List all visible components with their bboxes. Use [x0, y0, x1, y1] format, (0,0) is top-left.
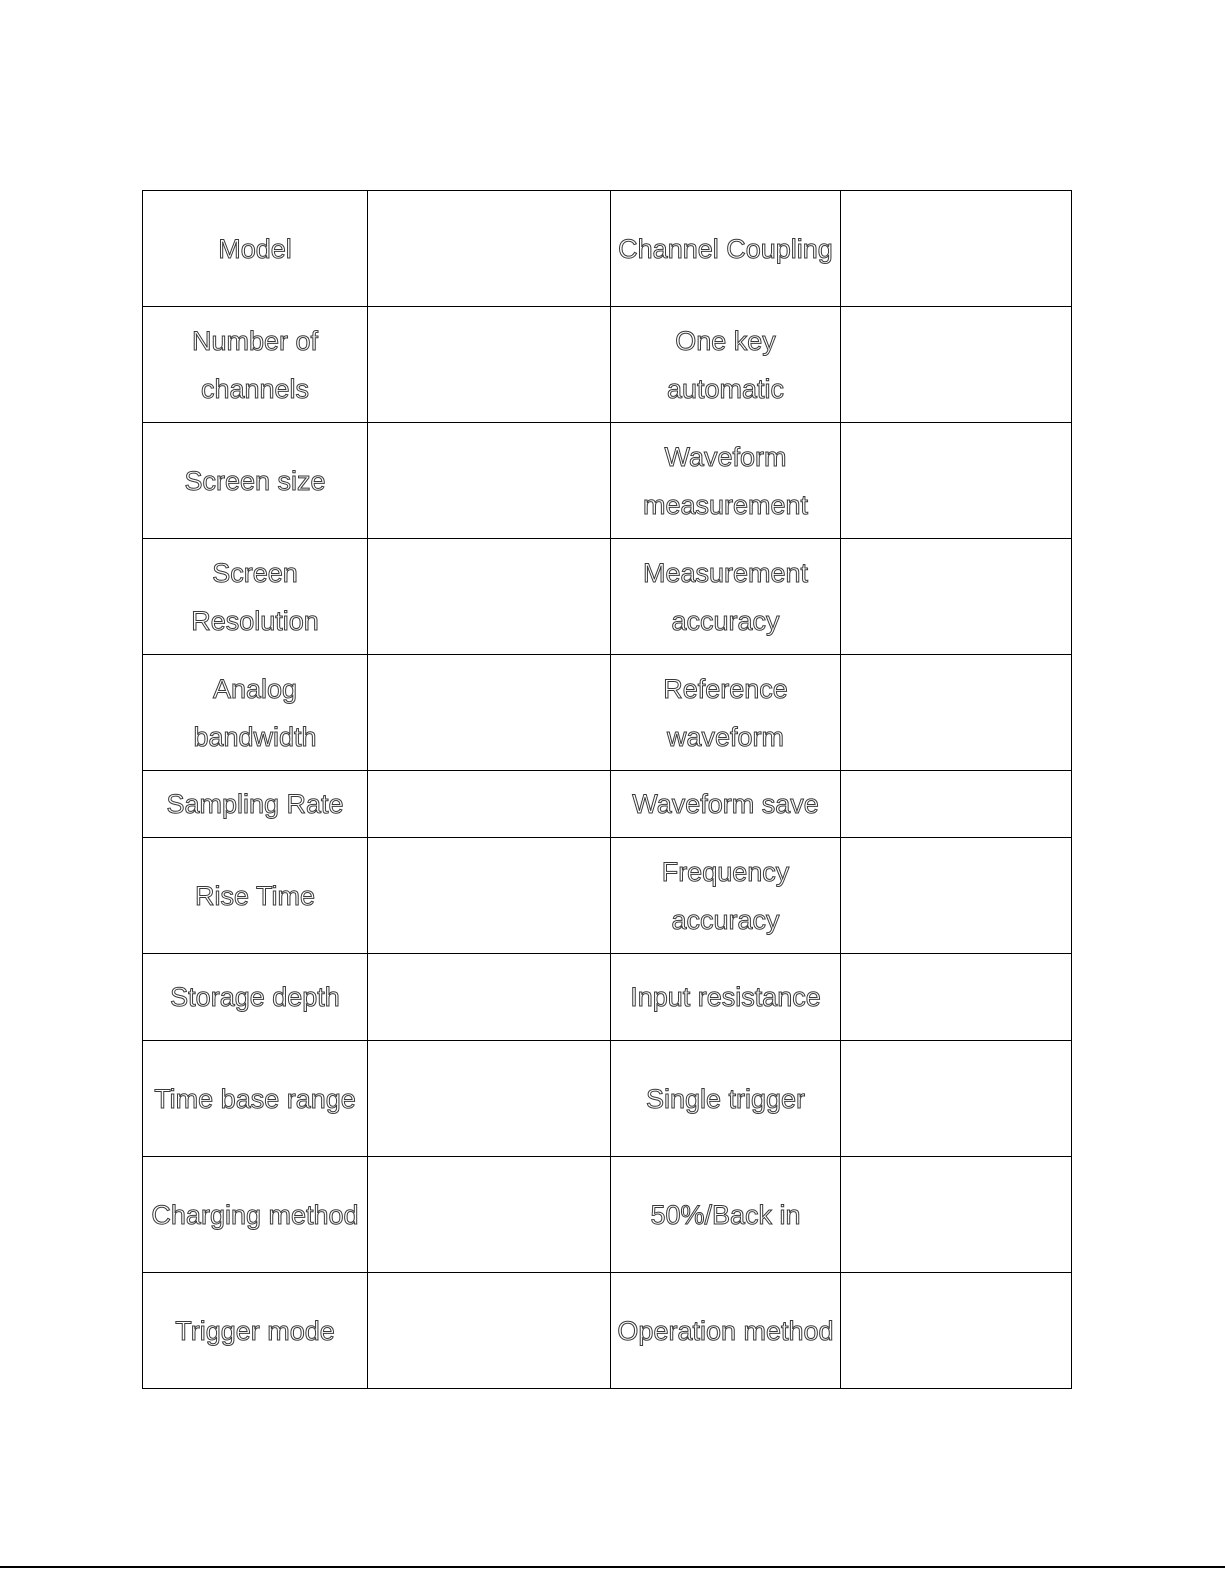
table-row: [143, 191, 1072, 307]
table-row: [143, 838, 1072, 954]
right-value: [841, 423, 1072, 539]
table-row: [143, 1273, 1072, 1389]
left-value: [368, 838, 611, 954]
left-label: Trigger mode: [143, 1273, 368, 1389]
right-value: [841, 1157, 1072, 1273]
right-value: [841, 954, 1072, 1041]
left-value: [368, 771, 611, 838]
right-label: Channel Coupling: [611, 191, 841, 307]
left-value: [368, 655, 611, 771]
left-value: [368, 191, 611, 307]
left-value: [368, 1157, 611, 1273]
right-label: Reference waveform: [611, 655, 841, 771]
table-row: [143, 539, 1072, 655]
right-label: One key automatic: [611, 307, 841, 423]
left-label: Time base range: [143, 1041, 368, 1157]
left-value: [368, 307, 611, 423]
table-row: [143, 954, 1072, 1041]
left-label: Charging method: [143, 1157, 368, 1273]
left-label: Sampling Rate: [143, 771, 368, 838]
table-row: [143, 1157, 1072, 1273]
left-value: [368, 423, 611, 539]
right-value: [841, 307, 1072, 423]
left-label: Screen Resolution: [143, 539, 368, 655]
left-label: Rise Time: [143, 838, 368, 954]
left-label: Number of channels: [143, 307, 368, 423]
right-label: Frequency accuracy: [611, 838, 841, 954]
table-row: [143, 655, 1072, 771]
spec-table: [142, 190, 1072, 1389]
right-label: Single trigger: [611, 1041, 841, 1157]
table-row: [143, 307, 1072, 423]
right-label: 50%/Back in: [611, 1157, 841, 1273]
table-row: [143, 423, 1072, 539]
bottom-rule: [0, 1566, 1225, 1568]
right-value: [841, 1041, 1072, 1157]
left-value: [368, 954, 611, 1041]
left-value: [368, 1273, 611, 1389]
right-value: [841, 191, 1072, 307]
table-row: [143, 771, 1072, 838]
right-value: [841, 838, 1072, 954]
table-row: [143, 1041, 1072, 1157]
right-value: [841, 771, 1072, 838]
right-label: Measurement accuracy: [611, 539, 841, 655]
left-label: Analog bandwidth: [143, 655, 368, 771]
left-label: Screen size: [143, 423, 368, 539]
left-label: Model: [143, 191, 368, 307]
right-label: Waveform measurement: [611, 423, 841, 539]
right-label: Operation method: [611, 1273, 841, 1389]
right-value: [841, 539, 1072, 655]
right-label: Waveform save: [611, 771, 841, 838]
left-value: [368, 1041, 611, 1157]
left-label: Storage depth: [143, 954, 368, 1041]
right-value: [841, 1273, 1072, 1389]
right-label: Input resistance: [611, 954, 841, 1041]
left-value: [368, 539, 611, 655]
right-value: [841, 655, 1072, 771]
